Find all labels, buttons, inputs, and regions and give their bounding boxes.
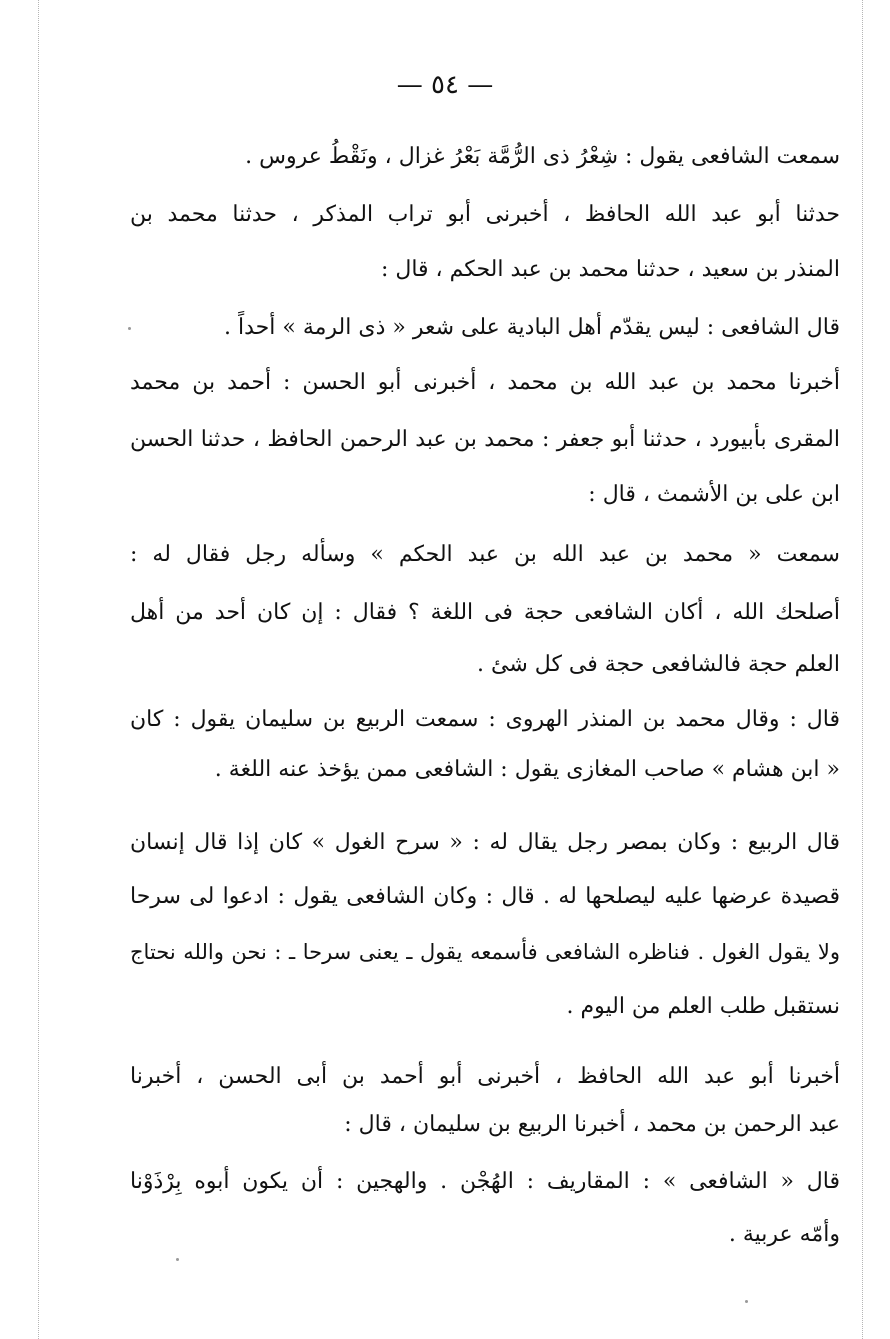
text-line-9: أصلحك الله ، أكان الشافعى حجة فى اللغة ؟ فقال : إن كان أحد من أهل <box>130 600 840 625</box>
text-line-13: قال الربيع : وكان بمصر رجل يقال له : « سرح الغول » كان إذا قال إنسان <box>130 830 840 855</box>
right-margin-dotted-line <box>862 0 863 1339</box>
text-line-2: حدثنا أبو عبد الله الحافظ ، أخبرنى أبو تراب المذكر ، حدثنا محمد بن <box>130 202 840 227</box>
text-line-19: قال « الشافعى » : المقاريف : الهُجْن . والهجين : أن يكون أبوه بِرْذَوْنا <box>130 1169 840 1194</box>
scan-speck <box>745 1300 748 1303</box>
text-line-10: العلم حجة فالشافعى حجة فى كل شئ . <box>477 652 840 677</box>
text-line-1: سمعت الشافعى يقول : شِعْرُ ذى الرُّمَّة بَعْرُ غزال ، ونَقْطُ عروس . <box>245 144 840 169</box>
scan-speck <box>128 327 131 330</box>
text-line-4: قال الشافعى : ليس يقدّم أهل البادية على شعر « ذى الرمة » أحداً . <box>224 315 840 340</box>
text-line-12: « ابن هشام » صاحب المغازى يقول : الشافعى ممن يؤخذ عنه اللغة . <box>214 757 840 782</box>
text-line-5: أخبرنا محمد بن عبد الله بن محمد ، أخبرنى أبو الحسن : أحمد بن محمد <box>130 370 840 395</box>
text-line-7: ابن على بن الأشمث ، قال : <box>588 482 840 507</box>
left-margin-dotted-line <box>38 0 39 1339</box>
text-line-8: سمعت « محمد بن عبد الله بن عبد الحكم » وسأله رجل فقال له : <box>130 542 840 567</box>
text-line-20: وأمّه عربية . <box>728 1222 840 1247</box>
text-line-17: أخبرنا أبو عبد الله الحافظ ، أخبرنى أبو أحمد بن أبى الحسن ، أخبرنا <box>130 1064 840 1089</box>
scan-speck <box>176 1258 179 1261</box>
text-line-6: المقرى بأبيورد ، حدثنا أبو جعفر : محمد بن عبد الرحمن الحافظ ، حدثنا الحسن <box>130 427 840 452</box>
text-line-18: عبد الرحمن بن محمد ، أخبرنا الربيع بن سليمان ، قال : <box>344 1112 840 1137</box>
text-line-15: ولا يقول الغول . فناظره الشافعى فأسمعه يقول ـ يعنى سرحا ـ : نحن والله نحتاج <box>130 940 840 964</box>
text-line-16: نستقبل طلب العلم من اليوم . <box>566 994 840 1019</box>
text-line-11: قال : وقال محمد بن المنذر الهروى : سمعت الربيع بن سليمان يقول : كان <box>130 707 840 732</box>
page-number: — ٥٤ — <box>396 70 494 100</box>
text-line-14: قصيدة عرضها عليه ليصلحها له . قال : وكان الشافعى يقول : ادعوا لى سرحا <box>130 884 840 909</box>
text-line-3: المنذر بن سعيد ، حدثنا محمد بن عبد الحكم ، قال : <box>380 257 840 282</box>
